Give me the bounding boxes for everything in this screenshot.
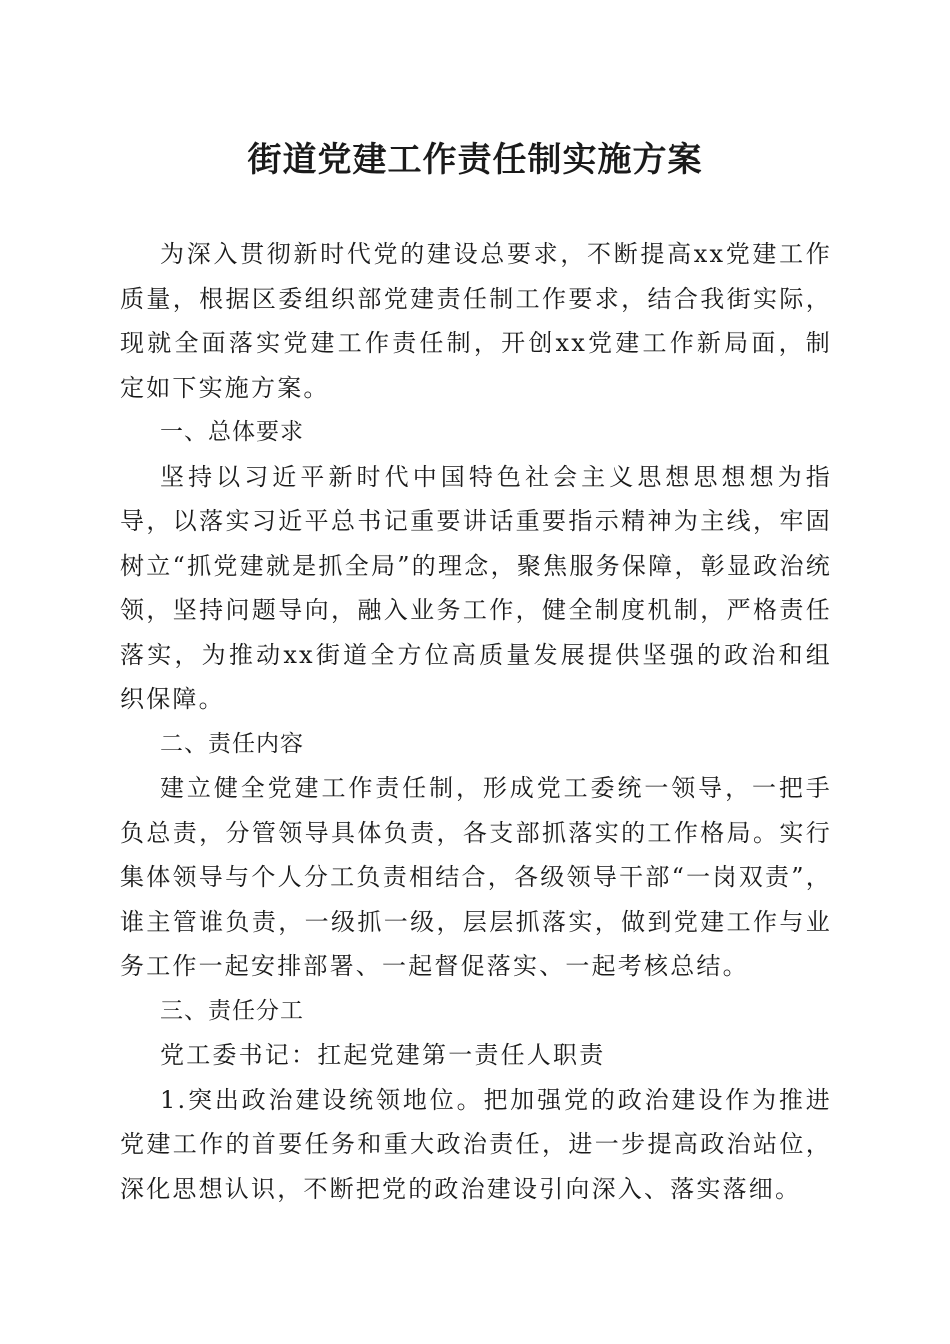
responsibility-content-paragraph: 建立健全党建工作责任制，形成党工委统一领导，一把手负总责，分管领导具体负责，各支部抓落实的工作格局。实行集体领导与个人分工负责相结合，各级领导干部“一岗双责”，谁主管谁负责，一级抓一级，层层抓落实，做到党建工作与业务工作一起安排部署、一起督促落实、一起考核总结。 bbox=[120, 774, 832, 980]
document-title: 街道党建工作责任制实施方案 bbox=[247, 140, 703, 180]
section-heading-responsibility-division: 三、责任分工 bbox=[160, 997, 304, 1024]
numbered-item-1: 1.突出政治建设统领地位。把加强党的政治建设作为推进党建工作的首要任务和重大政治责任，进一步提高政治站位，深化思想认识，不断把党的政治建设引向深入、落实落细。 bbox=[120, 1085, 832, 1203]
general-requirements-paragraph: 坚持以习近平新时代中国特色社会主义思想思想想为指导，以落实习近平总书记重要讲话重要指示精神为主线，牢固树立“抓党建就是抓全局”的理念，聚焦服务保障，彰显政治统领，坚持问题导向，融入业务工作，健全制度机制，严格责任落实，为推动xx街道全方位高质量发展提供坚强的政治和组织保障。 bbox=[120, 462, 832, 713]
intro-paragraph: 为深入贯彻新时代党的建设总要求，不断提高xx党建工作质量，根据区委组织部党建责任制工作要求，结合我街实际，现就全面落实党建工作责任制，开创xx党建工作新局面，制定如下实施方案。 bbox=[120, 240, 832, 402]
document-body bbox=[120, 232, 832, 1211]
section-heading-general-requirements: 一、总体要求 bbox=[160, 419, 304, 445]
section-heading-responsibility-content: 二、责任内容 bbox=[160, 730, 304, 757]
party-secretary-role-line: 党工委书记：扛起党建第一责任人职责 bbox=[160, 1041, 606, 1069]
